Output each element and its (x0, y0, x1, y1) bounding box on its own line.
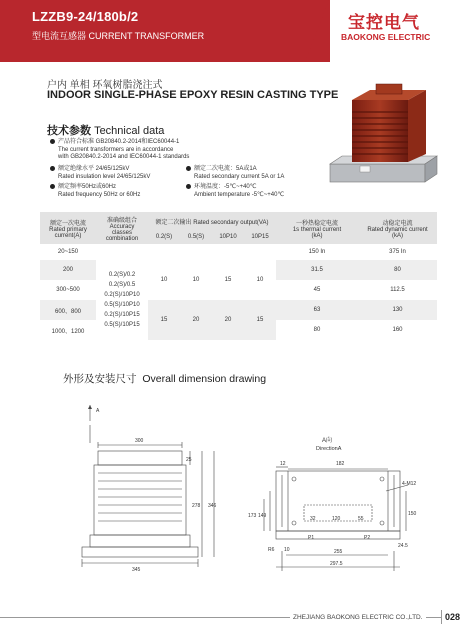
svg-text:32: 32 (310, 516, 316, 522)
accuracy-cell: 0.2(S)/0.2 0.2(S)/0.5 0.2(S)/10P10 0.5(S)/10P10 0.2(S)/10P15 0.5(S)/10P15 (96, 260, 148, 340)
table-row: 200 0.2(S)/0.2 0.2(S)/0.5 0.2(S)/10P10 0.5(S)/10P10 0.2(S)/10P15 0.5(S)/10P15 10 10 15 10 31.5 80 (40, 260, 437, 280)
spec-table (40, 212, 437, 340)
svg-text:278: 278 (192, 503, 201, 509)
table-row: 300~500 45 112.5 (40, 280, 437, 300)
header-thermal: 一秒热稳定电流 1s thermal current (kA) (276, 212, 358, 244)
svg-text:10: 10 (284, 547, 290, 553)
svg-text:255: 255 (334, 549, 343, 555)
svg-text:120: 120 (332, 516, 341, 522)
table-row: 1000、1200 80 160 (40, 320, 437, 340)
bullet-dot (186, 166, 191, 171)
tech-heading (47, 122, 164, 138)
header-slant (305, 0, 329, 62)
footer-company: ZHEJIANG BAOKONG ELECTRIC CO.,LTD. (290, 614, 426, 621)
bullet-dot (50, 139, 55, 144)
page-footer (0, 605, 471, 640)
dimension-drawing (68, 395, 428, 595)
model-title: LZZB9-24/180b/2 (32, 9, 139, 24)
header-out-col: 0.2(S) (148, 230, 180, 244)
svg-text:173: 173 (248, 513, 257, 519)
view-label: A (96, 408, 100, 414)
svg-text:182: 182 (336, 461, 345, 467)
svg-text:P1: P1 (308, 535, 315, 541)
svg-text:345: 345 (132, 567, 141, 573)
tech-heading-en: Technical data (94, 125, 165, 137)
table-row: 20~150 150 In 375 In (40, 244, 437, 260)
header-out-col: 10P10 (212, 230, 244, 244)
page-number: 028 (441, 610, 463, 624)
header-out-col: 10P15 (244, 230, 276, 244)
type-heading-en: INDOOR SINGLE-PHASE EPOXY RESIN CASTING TYPE (47, 89, 339, 101)
svg-text:150: 150 (408, 511, 417, 517)
svg-text:24.5: 24.5 (398, 543, 408, 549)
table-header-row (40, 212, 437, 230)
spec-standard: 产品符合标准 GB20840.2-2014和IEC60044-1 The current transformers are in accordance with GB20840.2-2014 and IEC60044-1 standards (50, 139, 189, 162)
header-out-col: 0.5(S) (180, 230, 212, 244)
svg-text:149: 149 (258, 513, 267, 519)
dimension-heading-en: Overall dimension drawing (142, 373, 267, 385)
svg-text:300: 300 (135, 438, 144, 444)
brand-name-cn: 宝控电气 (348, 13, 420, 32)
header-primary: 额定一次电流 Rated primary current(A) (40, 212, 96, 244)
svg-text:R6: R6 (268, 547, 275, 553)
svg-text:12: 12 (280, 461, 286, 467)
header-dynamic: 动稳定电流 Rated dynamic current (kA) (358, 212, 437, 244)
type-heading-cn: 户内 单相 环氧树脂浇注式 (47, 80, 163, 91)
spec-ambient: 环境温度：-5℃~+40℃ Ambient temperature -5℃~+40℃ (186, 184, 284, 199)
tech-heading-cn: 技术参数 (47, 125, 91, 137)
spec-secondary: 额定二次电流：5A或1A Rated secondary current 5A or 1A (186, 166, 284, 181)
svg-text:55: 55 (358, 516, 364, 522)
svg-text:297.5: 297.5 (330, 561, 343, 567)
bullet-dot (50, 184, 55, 189)
svg-text:25: 25 (186, 457, 192, 463)
dimension-heading (63, 371, 266, 386)
dimension-heading-cn: 外形及安装尺寸 (63, 373, 137, 385)
table-row: 600、800 15 20 20 15 63 130 (40, 300, 437, 320)
header-output: 额定二次输出 Rated secondary output(VA) (148, 212, 276, 230)
svg-text:346: 346 (208, 503, 217, 509)
product-image (320, 82, 450, 194)
bullet-dot (50, 166, 55, 171)
model-subtitle: 型电流互感器 CURRENT TRANSFORMER (32, 31, 205, 41)
svg-text:P2: P2 (364, 535, 371, 541)
brand-name-en: BAOKONG ELECTRIC (341, 32, 431, 42)
spec-frequency: 额定频率50Hz或60Hz Rated frequency 50Hz or 60Hz (50, 184, 140, 199)
view-title-cn: A向 (322, 438, 333, 444)
bullet-dot (186, 184, 191, 189)
header-accuracy: 准确级组合 Accuracy classes combination (96, 212, 148, 244)
view-title-en: DirectionA (316, 446, 342, 452)
svg-text:4-M12: 4-M12 (402, 481, 417, 487)
spec-insulation: 额定绝缘水平 24/65/125kV Rated insulation level 24/65/125kV (50, 166, 150, 181)
